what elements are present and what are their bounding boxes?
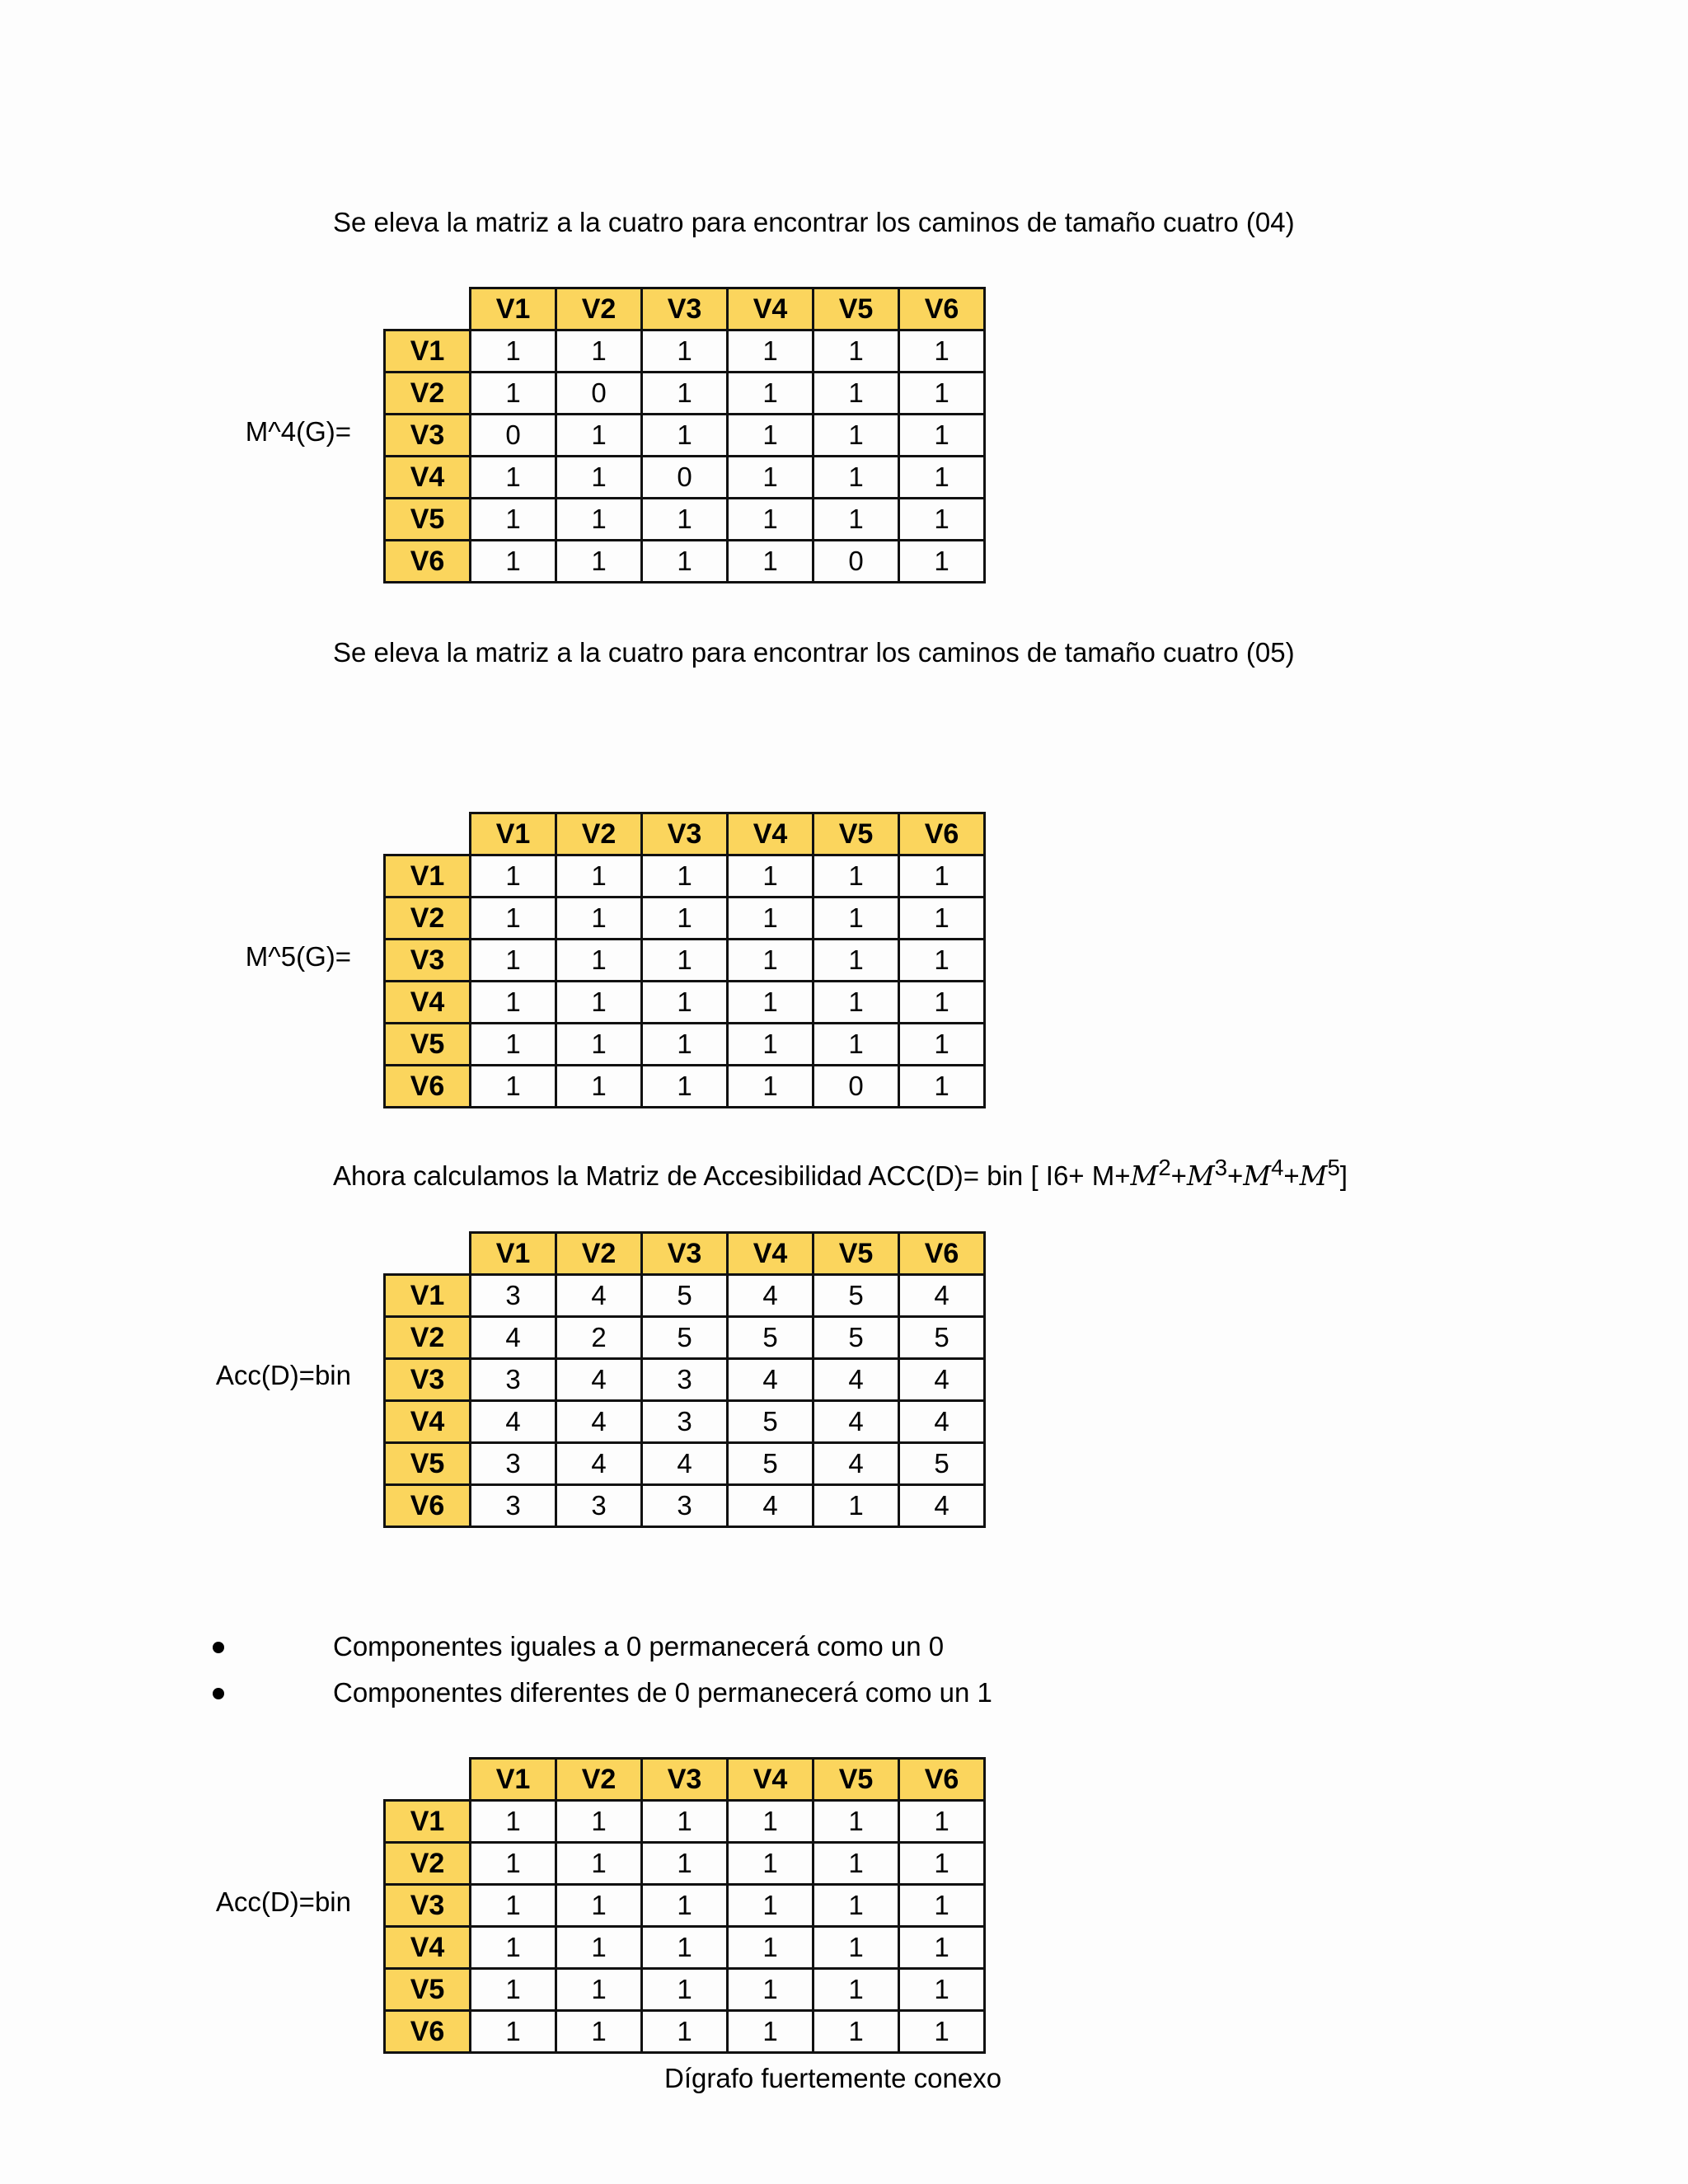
matrix-cell: 1 [728, 2011, 814, 2053]
matrix-row [385, 1801, 985, 1843]
matrix-row [385, 1927, 985, 1969]
matrix-cell: 0 [814, 541, 899, 583]
matrix-cell: 1 [556, 1801, 642, 1843]
matrix-cell: 1 [728, 330, 814, 373]
m-term: M [1130, 1160, 1159, 1192]
matrix-cell: 0 [471, 415, 556, 457]
matrix-cell: 3 [642, 1401, 728, 1443]
row-header: V6 [385, 2011, 471, 2053]
column-header: V6 [899, 813, 985, 855]
matrix-m5 [383, 812, 986, 1108]
matrix-cell: 1 [728, 415, 814, 457]
matrix-row [385, 940, 985, 982]
matrix-corner [385, 1759, 471, 1801]
matrix-cell: 4 [471, 1401, 556, 1443]
matrix-cell: 5 [899, 1443, 985, 1485]
matrix-cell: 1 [899, 855, 985, 898]
matrix-cell: 1 [899, 2011, 985, 2053]
column-header: V5 [814, 1759, 899, 1801]
column-header: V4 [728, 1233, 814, 1275]
matrix-cell: 1 [728, 1843, 814, 1885]
matrix-cell: 1 [471, 855, 556, 898]
matrix-cell: 1 [642, 499, 728, 541]
matrix-cell: 1 [471, 457, 556, 499]
column-header: V3 [642, 813, 728, 855]
row-header: V3 [385, 1359, 471, 1401]
matrix-cell: 1 [556, 541, 642, 583]
column-header: V6 [899, 1233, 985, 1275]
matrix-cell: 1 [814, 1969, 899, 2011]
column-header: V5 [814, 288, 899, 330]
matrix-cell: 1 [899, 982, 985, 1024]
bullet-text-2: Componentes diferentes de 0 permanecerá como un 1 [333, 1677, 992, 1708]
row-header: V4 [385, 1927, 471, 1969]
matrix-cell: 5 [728, 1443, 814, 1485]
matrix-cell: 1 [814, 940, 899, 982]
matrix-cell: 1 [556, 1927, 642, 1969]
bullet-dot [213, 1642, 224, 1653]
matrix-cell: 1 [728, 457, 814, 499]
row-header: V1 [385, 1801, 471, 1843]
matrix-cell: 5 [814, 1275, 899, 1317]
matrix-cell: 1 [471, 541, 556, 583]
row-header: V2 [385, 1317, 471, 1359]
row-header: V5 [385, 1443, 471, 1485]
matrix-cell: 1 [471, 1024, 556, 1066]
matrix-header-row [385, 813, 985, 855]
matrix-cell: 1 [814, 1927, 899, 1969]
m-term: M [1299, 1160, 1328, 1192]
matrix-cell: 1 [814, 330, 899, 373]
matrix-acc-bin [383, 1757, 986, 2054]
matrix-cell: 1 [814, 457, 899, 499]
matrix-cell: 1 [814, 415, 899, 457]
matrix-label-acc-bin: Acc(D)=bin [215, 1886, 351, 1917]
matrix-row [385, 1485, 985, 1527]
column-header: V3 [642, 1233, 728, 1275]
matrix-cell: 1 [642, 1885, 728, 1927]
column-header: V5 [814, 813, 899, 855]
column-header: V3 [642, 288, 728, 330]
matrix-cell: 1 [899, 1969, 985, 2011]
matrix-acc-sum [383, 1231, 986, 1528]
row-header: V1 [385, 855, 471, 898]
m-term: M [1243, 1160, 1272, 1192]
matrix-cell: 1 [728, 898, 814, 940]
row-header: V6 [385, 541, 471, 583]
column-header: V4 [728, 1759, 814, 1801]
matrix-cell: 5 [728, 1317, 814, 1359]
matrix-row [385, 457, 985, 499]
matrix-cell: 1 [642, 415, 728, 457]
matrix-cell: 3 [642, 1485, 728, 1527]
row-header: V6 [385, 1485, 471, 1527]
matrix-cell: 1 [642, 541, 728, 583]
matrix-cell: 1 [471, 1801, 556, 1843]
row-header: V4 [385, 457, 471, 499]
matrix-cell: 1 [814, 1843, 899, 1885]
matrix-cell: 1 [899, 940, 985, 982]
bullet-text-1: Componentes iguales a 0 permanecerá como un 0 [333, 1631, 945, 1661]
matrix-cell: 1 [728, 1066, 814, 1108]
matrix-cell: 1 [471, 330, 556, 373]
matrix-cell: 4 [899, 1359, 985, 1401]
matrix-cell: 1 [642, 1843, 728, 1885]
plus-sign: + [1226, 1160, 1244, 1191]
caption-accessibility [333, 1151, 1348, 1193]
matrix-row [385, 1443, 985, 1485]
matrix-row [385, 499, 985, 541]
row-header: V2 [385, 898, 471, 940]
matrix-cell: 4 [556, 1275, 642, 1317]
plus-sign: + [1283, 1160, 1300, 1191]
matrix-row [385, 1885, 985, 1927]
matrix-cell: 1 [814, 898, 899, 940]
matrix-cell: 1 [556, 1024, 642, 1066]
column-header: V6 [899, 288, 985, 330]
column-header: V1 [471, 288, 556, 330]
column-header: V1 [471, 813, 556, 855]
matrix-cell: 1 [728, 982, 814, 1024]
matrix-header-row [385, 1233, 985, 1275]
matrix-cell: 1 [556, 499, 642, 541]
matrix-cell: 1 [899, 1843, 985, 1885]
matrix-cell: 1 [471, 982, 556, 1024]
matrix-cell: 1 [642, 982, 728, 1024]
matrix-cell: 2 [556, 1317, 642, 1359]
matrix-cell: 1 [814, 982, 899, 1024]
m-term: M [1186, 1160, 1215, 1192]
matrix-cell: 1 [814, 1485, 899, 1527]
column-header: V6 [899, 1759, 985, 1801]
matrix-corner [385, 1233, 471, 1275]
matrix-cell: 1 [728, 1885, 814, 1927]
matrix-label-acc-sum: Acc(D)=bin [215, 1360, 351, 1390]
matrix-cell: 1 [556, 898, 642, 940]
matrix-row [385, 1843, 985, 1885]
matrix-row [385, 898, 985, 940]
column-header: V3 [642, 1759, 728, 1801]
column-header: V2 [556, 1759, 642, 1801]
matrix-cell: 1 [728, 1927, 814, 1969]
matrix-cell: 1 [642, 1024, 728, 1066]
accessibility-formula-prefix: Ahora calculamos la Matriz de Accesibilidad ACC(D)= bin [ I6+ M+ [333, 1160, 1131, 1191]
matrix-cell: 1 [899, 1024, 985, 1066]
matrix-cell: 3 [471, 1359, 556, 1401]
row-header: V4 [385, 1401, 471, 1443]
column-header: V2 [556, 813, 642, 855]
matrix-cell: 1 [642, 1801, 728, 1843]
matrix-cell: 1 [899, 898, 985, 940]
matrix-cell: 1 [556, 1969, 642, 2011]
row-header: V3 [385, 415, 471, 457]
matrix-cell: 1 [814, 2011, 899, 2053]
matrix-cell: 1 [899, 499, 985, 541]
matrix-cell: 0 [556, 373, 642, 415]
matrix-cell: 1 [814, 1024, 899, 1066]
matrix-cell: 1 [728, 855, 814, 898]
exp-5: 5 [1327, 1155, 1340, 1180]
matrix-header-row [385, 288, 985, 330]
row-header: V6 [385, 1066, 471, 1108]
matrix-cell: 0 [642, 457, 728, 499]
column-header: V2 [556, 1233, 642, 1275]
column-header: V4 [728, 813, 814, 855]
matrix-cell: 1 [899, 1066, 985, 1108]
matrix-cell: 1 [471, 1843, 556, 1885]
matrix-cell: 1 [642, 1927, 728, 1969]
row-header: V5 [385, 499, 471, 541]
conclusion-text: Dígrafo fuertemente conexo [664, 2063, 1002, 2093]
exp-2: 2 [1158, 1155, 1171, 1180]
matrix-cell: 1 [471, 373, 556, 415]
matrix-label-m4: M^4(G)= [245, 416, 351, 447]
matrix-cell: 4 [899, 1275, 985, 1317]
matrix-row [385, 330, 985, 373]
matrix-cell: 3 [642, 1359, 728, 1401]
matrix-cell: 1 [471, 1969, 556, 2011]
matrix-cell: 4 [728, 1275, 814, 1317]
matrix-cell: 1 [814, 499, 899, 541]
matrix-cell: 1 [556, 1066, 642, 1108]
matrix-label-m5: M^5(G)= [245, 941, 351, 972]
matrix-cell: 4 [642, 1443, 728, 1485]
matrix-corner [385, 288, 471, 330]
matrix-cell: 1 [471, 499, 556, 541]
matrix-cell: 1 [899, 373, 985, 415]
column-header: V5 [814, 1233, 899, 1275]
row-header: V5 [385, 1969, 471, 2011]
matrix-cell: 4 [556, 1359, 642, 1401]
matrix-cell: 5 [642, 1317, 728, 1359]
matrix-cell: 1 [728, 1801, 814, 1843]
matrix-cell: 1 [899, 541, 985, 583]
matrix-cell: 4 [728, 1485, 814, 1527]
matrix-cell: 4 [814, 1401, 899, 1443]
matrix-corner [385, 813, 471, 855]
matrix-cell: 1 [642, 1066, 728, 1108]
matrix-cell: 1 [728, 373, 814, 415]
matrix-cell: 1 [642, 940, 728, 982]
column-header: V1 [471, 1233, 556, 1275]
matrix-cell: 1 [642, 330, 728, 373]
matrix-cell: 1 [471, 1066, 556, 1108]
matrix-cell: 5 [899, 1317, 985, 1359]
matrix-cell: 1 [471, 940, 556, 982]
matrix-cell: 1 [556, 855, 642, 898]
matrix-row [385, 1317, 985, 1359]
column-header: V2 [556, 288, 642, 330]
row-header: V1 [385, 330, 471, 373]
row-header: V3 [385, 940, 471, 982]
matrix-cell: 4 [899, 1401, 985, 1443]
matrix-cell: 3 [471, 1485, 556, 1527]
matrix-header-row [385, 1759, 985, 1801]
matrix-cell: 1 [814, 1885, 899, 1927]
matrix-cell: 1 [899, 1801, 985, 1843]
matrix-cell: 0 [814, 1066, 899, 1108]
matrix-cell: 1 [556, 1843, 642, 1885]
matrix-cell: 1 [899, 330, 985, 373]
plus-sign: + [1170, 1160, 1187, 1191]
matrix-row [385, 415, 985, 457]
matrix-cell: 5 [814, 1317, 899, 1359]
matrix-cell: 1 [556, 1885, 642, 1927]
matrix-row [385, 1275, 985, 1317]
matrix-row [385, 1024, 985, 1066]
row-header: V3 [385, 1885, 471, 1927]
caption-m4: Se eleva la matriz a la cuatro para encontrar los caminos de tamaño cuatro (04) [333, 207, 1295, 237]
exp-4: 4 [1271, 1155, 1284, 1180]
closing-bracket: ] [1339, 1160, 1348, 1191]
caption-m5: Se eleva la matriz a la cuatro para encontrar los caminos de tamaño cuatro (05) [333, 637, 1295, 668]
matrix-cell: 4 [556, 1443, 642, 1485]
matrix-cell: 4 [814, 1359, 899, 1401]
matrix-row [385, 1969, 985, 2011]
row-header: V1 [385, 1275, 471, 1317]
matrix-cell: 1 [471, 1885, 556, 1927]
exp-3: 3 [1214, 1155, 1227, 1180]
matrix-cell: 1 [814, 1801, 899, 1843]
matrix-cell: 1 [471, 898, 556, 940]
row-header: V5 [385, 1024, 471, 1066]
matrix-cell: 1 [471, 2011, 556, 2053]
column-header: V4 [728, 288, 814, 330]
matrix-cell: 5 [728, 1401, 814, 1443]
matrix-cell: 5 [642, 1275, 728, 1317]
bullet-dot [213, 1688, 224, 1699]
matrix-cell: 3 [471, 1275, 556, 1317]
matrix-row [385, 1066, 985, 1108]
matrix-row [385, 541, 985, 583]
matrix-cell: 3 [471, 1443, 556, 1485]
matrix-cell: 1 [471, 1927, 556, 1969]
matrix-cell: 1 [899, 1927, 985, 1969]
matrix-cell: 1 [814, 855, 899, 898]
row-header: V2 [385, 1843, 471, 1885]
matrix-cell: 1 [556, 457, 642, 499]
matrix-cell: 1 [899, 457, 985, 499]
matrix-row [385, 982, 985, 1024]
matrix-row [385, 855, 985, 898]
matrix-cell: 1 [556, 330, 642, 373]
matrix-cell: 1 [642, 898, 728, 940]
row-header: V2 [385, 373, 471, 415]
matrix-cell: 4 [556, 1401, 642, 1443]
matrix-cell: 1 [642, 1969, 728, 2011]
matrix-row [385, 1359, 985, 1401]
matrix-cell: 1 [728, 1969, 814, 2011]
matrix-cell: 1 [642, 2011, 728, 2053]
matrix-cell: 1 [642, 855, 728, 898]
matrix-row [385, 2011, 985, 2053]
matrix-cell: 1 [728, 499, 814, 541]
matrix-cell: 1 [899, 1885, 985, 1927]
matrix-cell: 4 [899, 1485, 985, 1527]
matrix-cell: 1 [556, 940, 642, 982]
matrix-cell: 4 [728, 1359, 814, 1401]
matrix-cell: 1 [899, 415, 985, 457]
matrix-cell: 1 [556, 2011, 642, 2053]
matrix-row [385, 373, 985, 415]
matrix-cell: 4 [471, 1317, 556, 1359]
matrix-cell: 1 [728, 541, 814, 583]
matrix-row [385, 1401, 985, 1443]
matrix-cell: 1 [728, 1024, 814, 1066]
matrix-cell: 1 [728, 940, 814, 982]
row-header: V4 [385, 982, 471, 1024]
matrix-cell: 1 [556, 982, 642, 1024]
matrix-cell: 3 [556, 1485, 642, 1527]
matrix-cell: 1 [556, 415, 642, 457]
matrix-cell: 1 [642, 373, 728, 415]
matrix-m4 [383, 287, 986, 583]
matrix-cell: 4 [814, 1443, 899, 1485]
column-header: V1 [471, 1759, 556, 1801]
matrix-cell: 1 [814, 373, 899, 415]
